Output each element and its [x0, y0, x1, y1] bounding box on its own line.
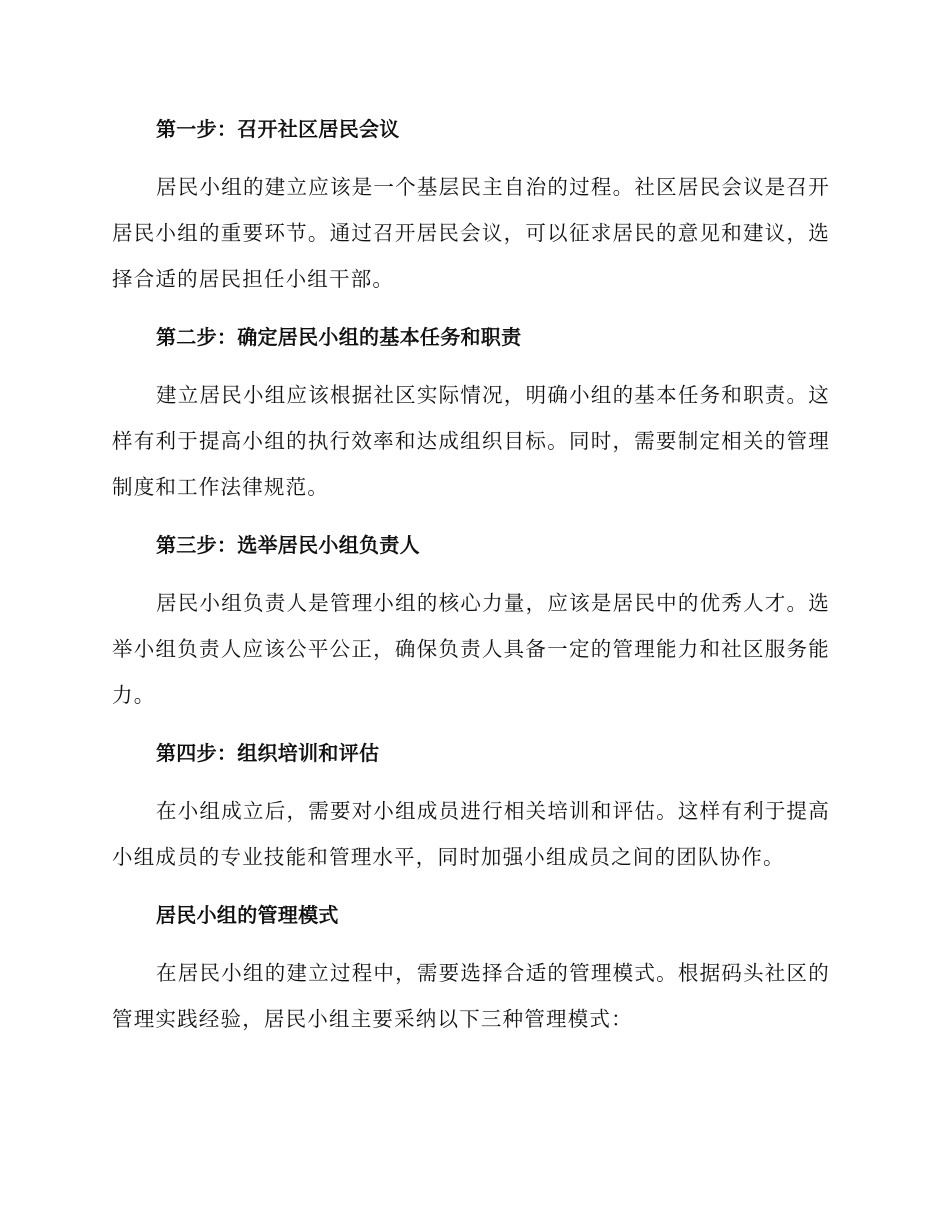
section-heading-step-3: 第三步：选举居民小组负责人	[156, 533, 420, 557]
section-heading-step-1: 第一步：召开社区居民会议	[156, 117, 400, 141]
document-body	[112, 106, 830, 1054]
section-paragraph-step-4: 在小组成立后，需要对小组成员进行相关培训和评估。这样有利于提高小组成员的专业技能和管理水平，同时加强小组成员之间的团队协作。	[112, 799, 830, 869]
section-paragraph-management-mode: 在居民小组的建立过程中，需要选择合适的管理模式。根据码头社区的管理实践经验，居民小组主要采纳以下三种管理模式：	[112, 961, 830, 1031]
section-heading-management-mode: 居民小组的管理模式	[156, 903, 339, 927]
section-paragraph-step-3: 居民小组负责人是管理小组的核心力量，应该是居民中的优秀人才。选举小组负责人应该公平公正，确保负责人具备一定的管理能力和社区服务能力。	[112, 591, 830, 707]
section-heading-step-4: 第四步：组织培训和评估	[156, 741, 380, 765]
section-heading-step-2: 第二步：确定居民小组的基本任务和职责	[156, 325, 522, 349]
section-paragraph-step-1: 居民小组的建立应该是一个基层民主自治的过程。社区居民会议是召开居民小组的重要环节。通过召开居民会议，可以征求居民的意见和建议，选择合适的居民担任小组干部。	[112, 175, 830, 291]
section-paragraph-step-2: 建立居民小组应该根据社区实际情况，明确小组的基本任务和职责。这样有利于提高小组的执行效率和达成组织目标。同时，需要制定相关的管理制度和工作法律规范。	[112, 383, 830, 499]
